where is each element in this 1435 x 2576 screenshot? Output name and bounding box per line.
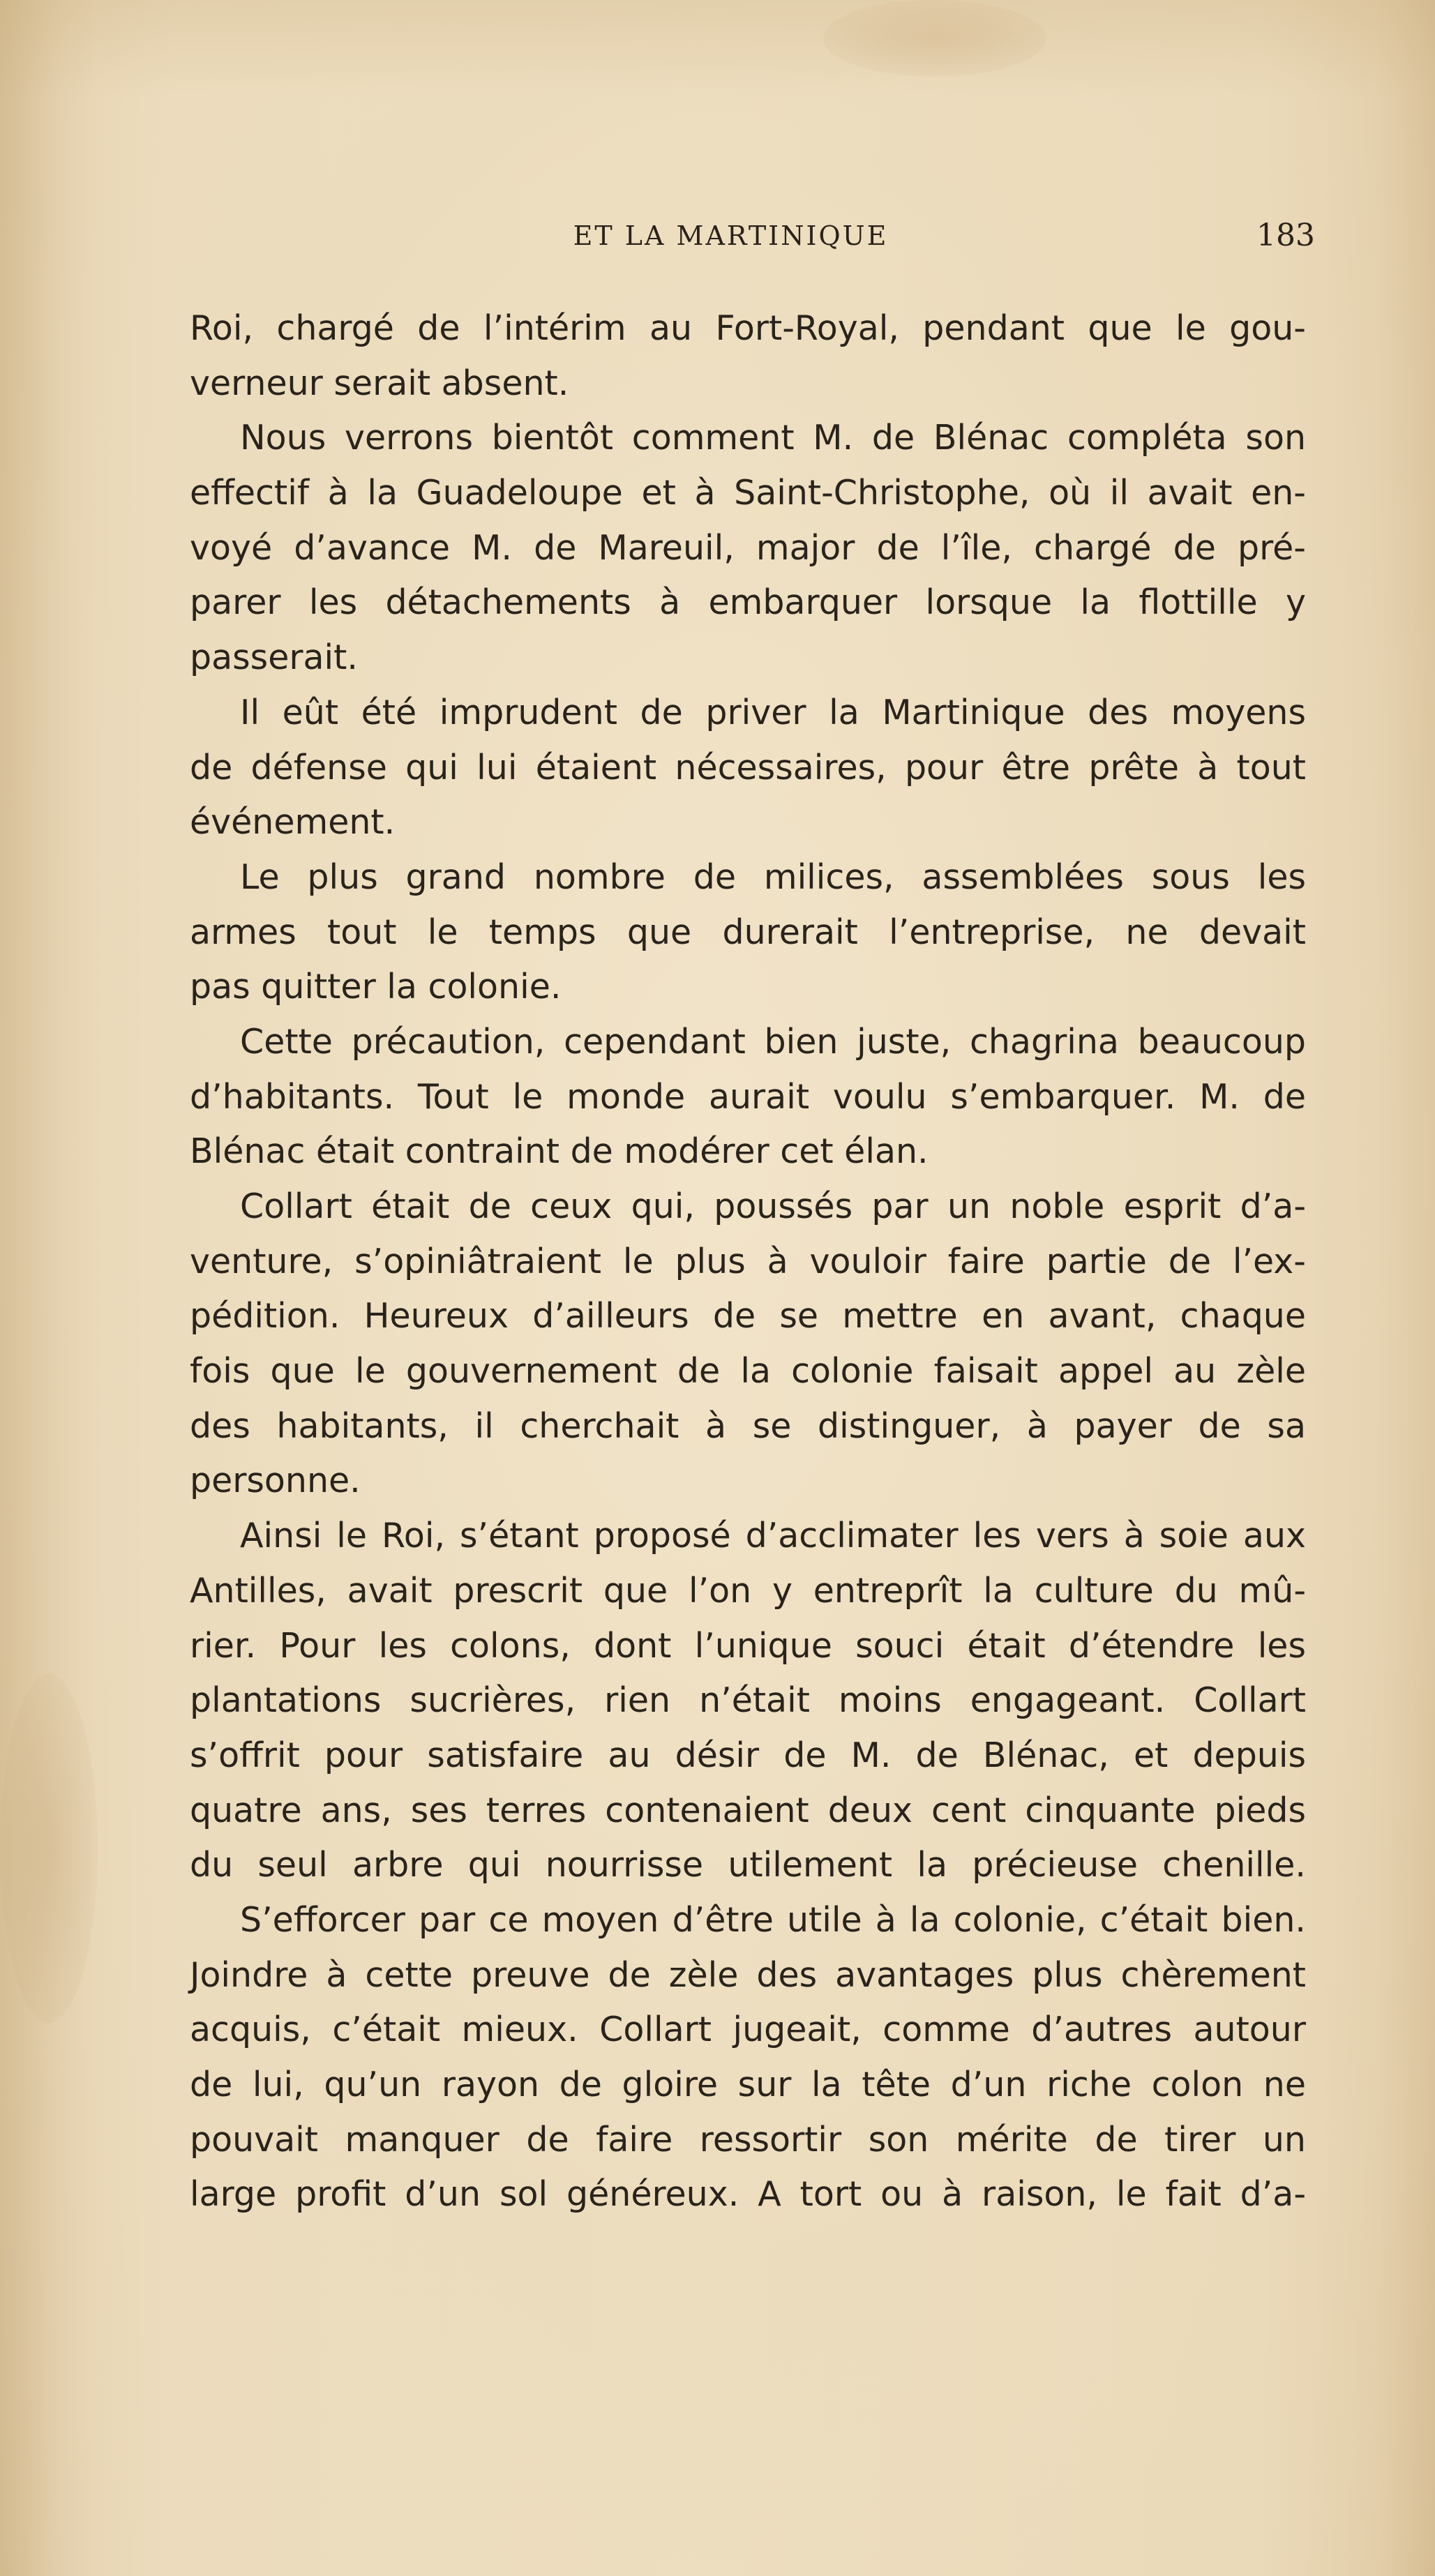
text-line: passerait. [190, 638, 358, 678]
running-title: ET LA MARTINIQUE [573, 220, 889, 251]
text-line: des habitants, il cherchait à se distinguer, à payer de sa [190, 1406, 1306, 1446]
text-line: large profit d’un sol généreux. A tort ou à raison, le fait d’a- [190, 2174, 1306, 2215]
text-line: plantations sucrières, rien n’était moins engageant. Collart [190, 1680, 1306, 1721]
text-line: Cette précaution, cependant bien juste, chagrina beaucoup [240, 1021, 1306, 1062]
page-header [188, 218, 1315, 259]
text-line: Joindre à cette preuve de zèle des avantages plus chèrement [190, 1954, 1306, 1995]
text-line: Il eût été imprudent de priver la Martinique des moyens [240, 692, 1306, 732]
text-line: Ainsi le Roi, s’étant proposé d’acclimater les vers à soie aux [240, 1516, 1306, 1556]
text-line: Le plus grand nombre de milices, assemblées sous les [240, 857, 1306, 897]
body-text [190, 301, 1306, 2222]
text-line: personne. [190, 1461, 361, 1501]
text-line: S’efforcer par ce moyen d’être utile à la colonie, c’était bien. [240, 1899, 1306, 1940]
page-edge-shading [0, 0, 98, 2576]
text-line: rier. Pour les colons, dont l’unique souci était d’étendre les [190, 1625, 1306, 1666]
text-line: effectif à la Guadeloupe et à Saint-Christophe, où il avait en- [190, 473, 1306, 513]
text-line: armes tout le temps que durerait l’entreprise, ne devait [190, 912, 1306, 952]
text-line: pas quitter la colonie. [190, 967, 562, 1007]
page-number: 183 [1256, 218, 1315, 253]
text-line: de lui, qu’un rayon de gloire sur la tête d’un riche colon ne [190, 2065, 1306, 2104]
text-line: parer les détachements à embarquer lorsque la flottille y [190, 582, 1306, 623]
text-line: du seul arbre qui nourrisse utilement la précieuse chenille. [190, 1845, 1306, 1885]
text-line: pédition. Heureux d’ailleurs de se mettre en avant, chaque [190, 1296, 1306, 1336]
text-line: Roi, chargé de l’intérim au Fort-Royal, pendant que le gou- [190, 308, 1306, 348]
text-line: Antilles, avait prescrit que l’on y entreprît la culture du mû- [190, 1570, 1306, 1611]
text-line: Blénac était contraint de modérer cet élan. [190, 1131, 929, 1172]
text-line: Collart était de ceux qui, poussés par un noble esprit d’a- [240, 1187, 1306, 1226]
text-line: verneur serait absent. [190, 363, 569, 403]
paper-stain [0, 1674, 98, 2023]
text-line: événement. [190, 802, 396, 843]
text-line: quatre ans, ses terres contenaient deux cent cinquante pieds [190, 1790, 1306, 1830]
paper-stain [823, 0, 1046, 77]
text-line: Nous verrons bientôt comment M. de Blénac compléta son [240, 418, 1306, 458]
text-line: pouvait manquer de faire ressortir son mérite de tirer un [190, 2119, 1306, 2160]
text-line: acquis, c’était mieux. Collart jugeait, comme d’autres autour [190, 2010, 1306, 2050]
text-line: s’offrit pour satisfaire au désir de M. de Blénac, et depuis [190, 1735, 1306, 1775]
text-line: fois que le gouvernement de la colonie faisait appel au zèle [190, 1351, 1306, 1392]
text-line: d’habitants. Tout le monde aurait voulu s’embarquer. M. de [190, 1076, 1306, 1117]
text-line: de défense qui lui étaient nécessaires, pour être prête à tout [190, 747, 1306, 788]
text-line: venture, s’opiniâtraient le plus à vouloir faire partie de l’ex- [190, 1241, 1306, 1281]
text-line: voyé d’avance M. de Mareuil, major de l’île, chargé de pré- [190, 527, 1306, 568]
page-top-shading [0, 0, 1435, 98]
